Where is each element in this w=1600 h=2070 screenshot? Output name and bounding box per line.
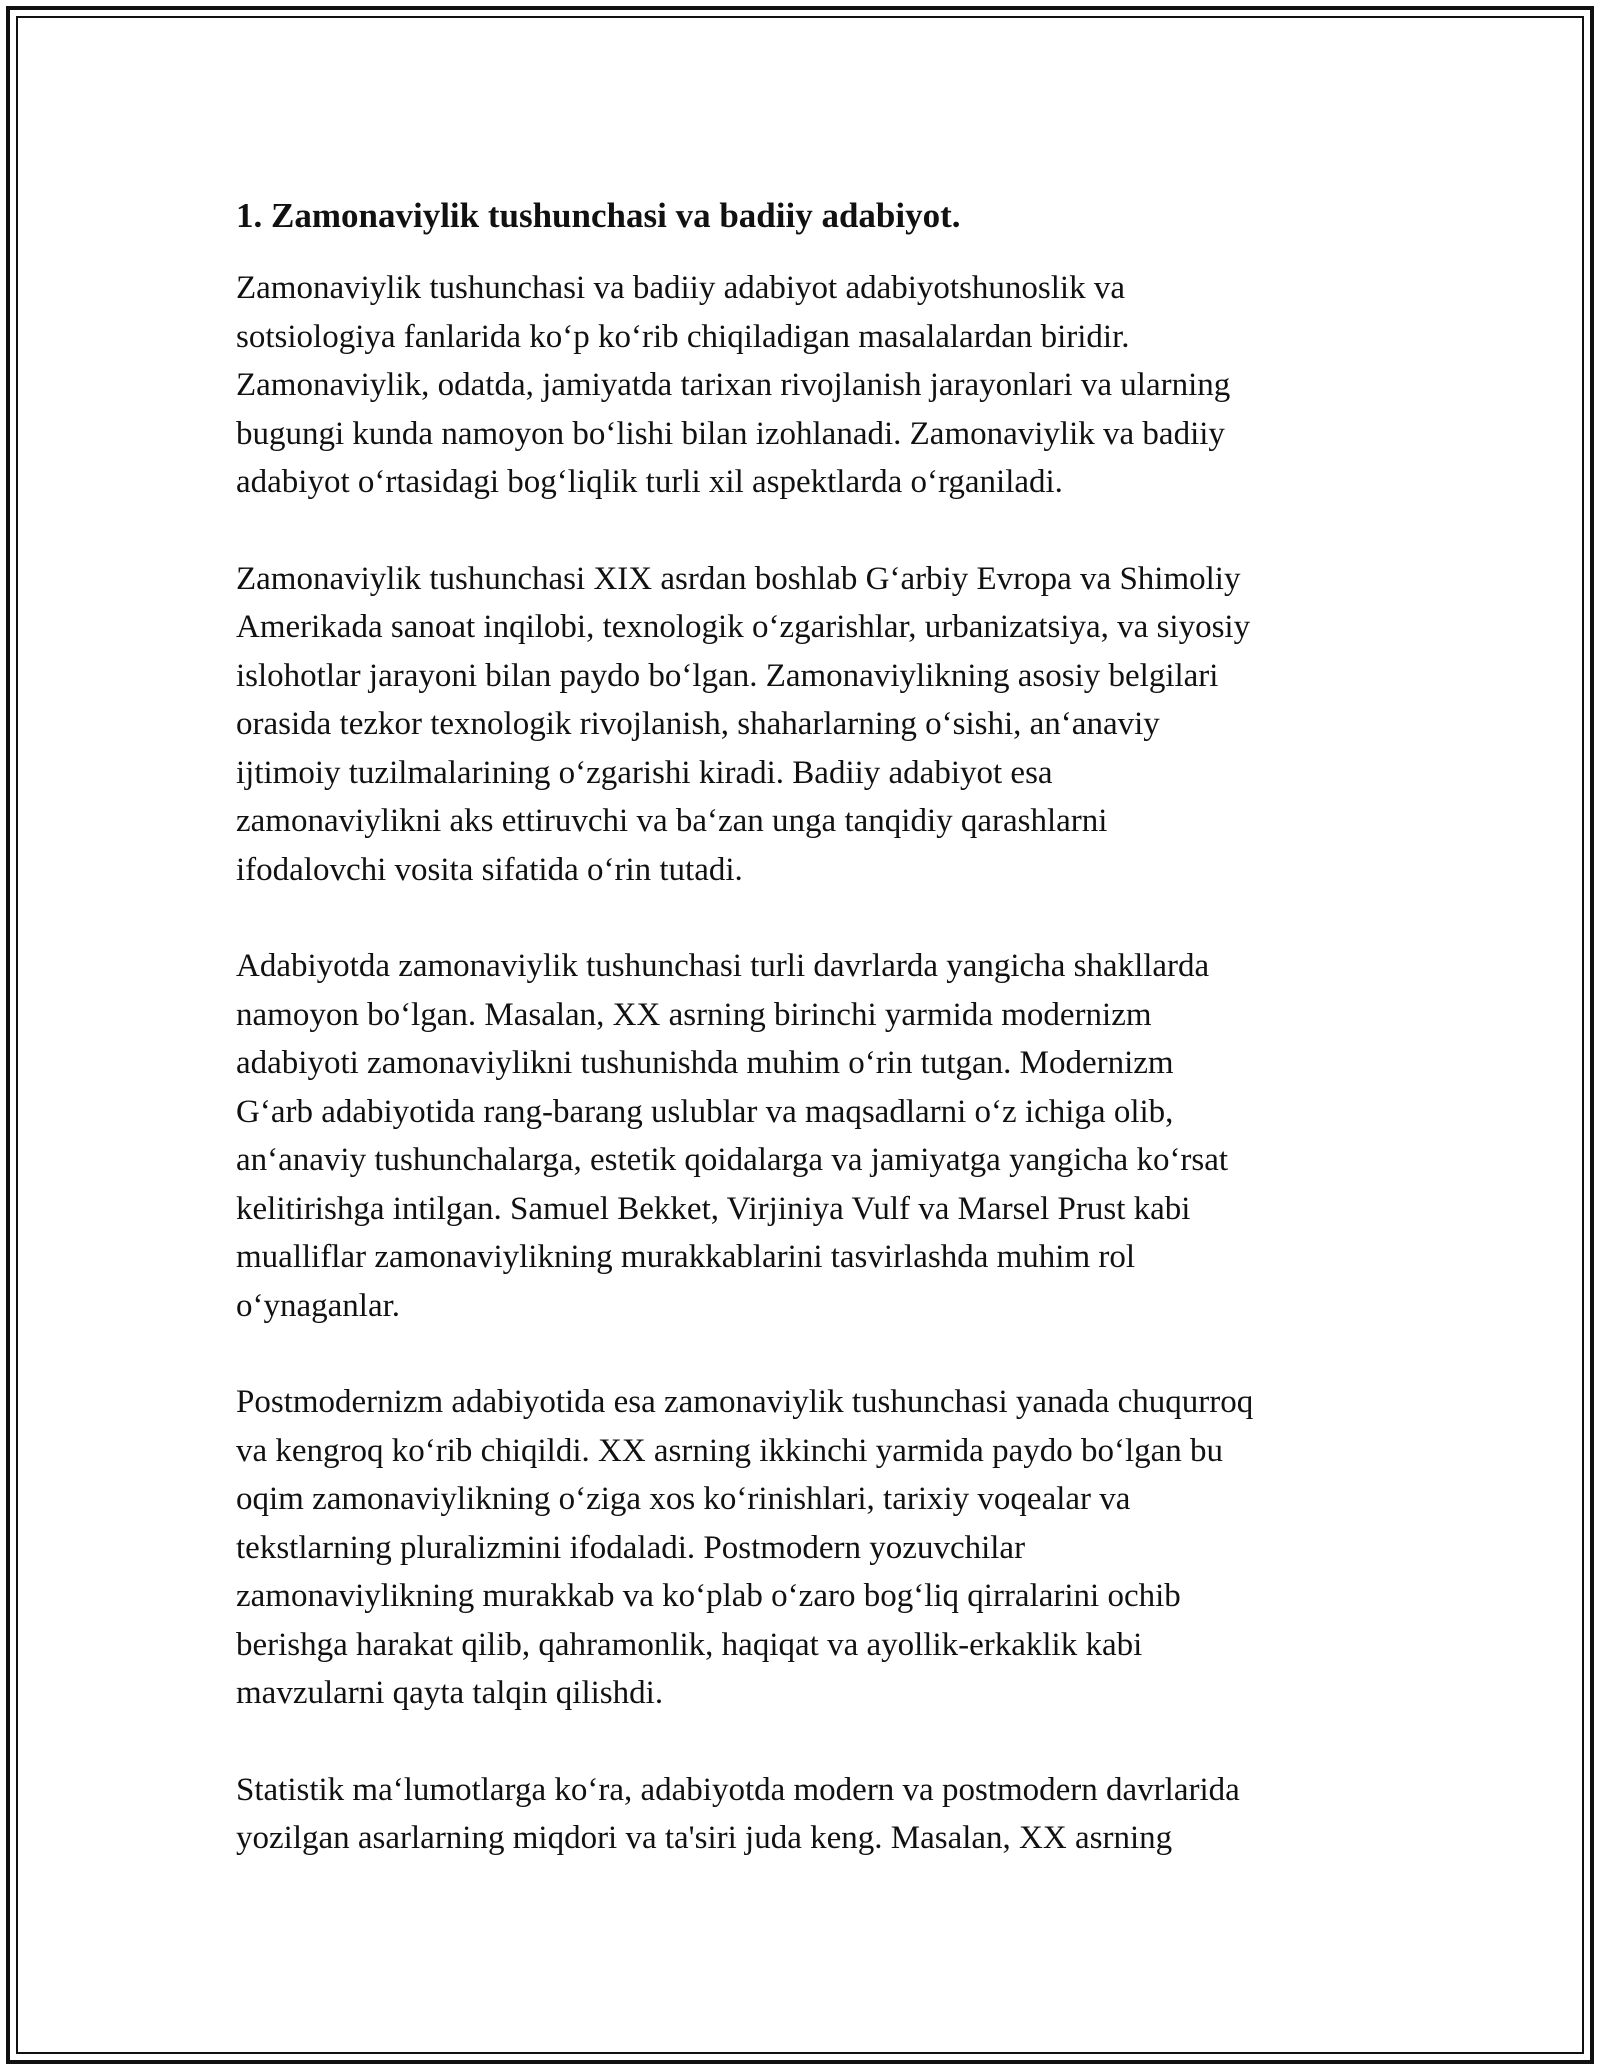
- text-line: Zamonaviylik, odatda, jamiyatda tarixan rivojlanish jarayonlari va ularning: [236, 367, 1231, 403]
- text-line: mavzularni qayta talqin qilishdi.: [236, 1675, 664, 1711]
- text-line: Adabiyotda zamonaviylik tushunchasi turli davrlarda yangicha shakllarda: [236, 948, 1210, 984]
- text-line: tekstlarning pluralizmini ifodaladi. Postmodern yozuvchilar: [236, 1529, 1026, 1566]
- text-line: adabiyoti zamonaviylikni tushunishda muhim o‘rin tutgan. Modernizm: [236, 1045, 1174, 1081]
- text-line: ijtimoiy tuzilmalarining o‘zgarishi kiradi. Badiiy adabiyot esa: [236, 754, 1053, 791]
- text-line: o‘ynaganlar.: [236, 1287, 401, 1324]
- text-line: Zamonaviylik tushunchasi va badiiy adabiyot adabiyotshunoslik va: [236, 270, 1126, 306]
- text-line: namoyon bo‘lgan. Masalan, XX asrning birinchi yarmida modernizm: [236, 996, 1152, 1033]
- text-line: adabiyot o‘rtasidagi bog‘liqlik turli xil aspektlarda o‘rganiladi.: [236, 464, 1063, 500]
- text-line: berishga harakat qilib, qahramonlik, haqiqat va ayollik-erkaklik kabi: [236, 1626, 1143, 1663]
- paragraph-4: [236, 1378, 1376, 1718]
- text-line: mualliflar zamonaviylikning murakkablarini tasvirlashda muhim rol: [236, 1239, 1136, 1275]
- text-line: Postmodernizm adabiyotida esa zamonaviylik tushunchasi yanada chuqurroq: [236, 1384, 1254, 1420]
- paragraph-3: [236, 942, 1376, 1330]
- text-line: Amerikada sanoat inqilobi, texnologik o‘zgarishlar, urbanizatsiya, va siyosiy: [236, 609, 1251, 645]
- text-line: zamonaviylikning murakkab va ko‘plab o‘zaro bog‘liq qirralarini ochib: [236, 1578, 1181, 1614]
- text-line: Statistik ma‘lumotlarga ko‘ra, adabiyotda modern va postmodern davrlarida: [236, 1771, 1240, 1808]
- text-line: yozilgan asarlarning miqdori va ta'siri juda keng. Masalan, XX asrning: [236, 1820, 1173, 1856]
- text-line: sotsiologiya fanlarida ko‘p ko‘rib chiqiladigan masalalardan biridir.: [236, 318, 1130, 355]
- paragraph-1: [236, 264, 1376, 507]
- paragraph-2: [236, 555, 1376, 895]
- text-line: G‘arb adabiyotida rang-barang uslublar va maqsadlarni o‘z ichiga olib,: [236, 1093, 1174, 1130]
- text-line: bugungi kunda namoyon bo‘lishi bilan izohlanadi. Zamonaviylik va badiiy: [236, 415, 1225, 452]
- text-line: oqim zamonaviylikning o‘ziga xos ko‘rinishlari, tarixiy voqealar va: [236, 1481, 1131, 1517]
- text-line: ifodalovchi vosita sifatida o‘rin tutadi.: [236, 851, 743, 888]
- paragraph-5: [236, 1766, 1376, 1863]
- text-line: Zamonaviylik tushunchasi XIX asrdan boshlab G‘arbiy Evropa va Shimoliy: [236, 560, 1241, 597]
- text-line: zamonaviylikni aks ettiruvchi va ba‘zan unga tanqidiy qarashlarni: [236, 803, 1108, 839]
- document-body: [236, 188, 1376, 1911]
- section-heading: 1. Zamonaviylik tushunchasi va badiiy adabiyot.: [236, 196, 961, 235]
- text-line: va kengroq ko‘rib chiqildi. XX asrning ikkinchi yarmida paydo bo‘lgan bu: [236, 1432, 1224, 1469]
- text-line: orasida tezkor texnologik rivojlanish, shaharlarning o‘sishi, an‘anaviy: [236, 706, 1160, 742]
- text-line: kelitirishga intilgan. Samuel Bekket, Virjiniya Vulf va Marsel Prust kabi: [236, 1190, 1191, 1227]
- text-line: islohotlar jarayoni bilan paydo bo‘lgan. Zamonaviylikning asosiy belgilari: [236, 657, 1219, 694]
- text-line: an‘anaviy tushunchalarga, estetik qoidalarga va jamiyatga yangicha ko‘rsat: [236, 1142, 1229, 1178]
